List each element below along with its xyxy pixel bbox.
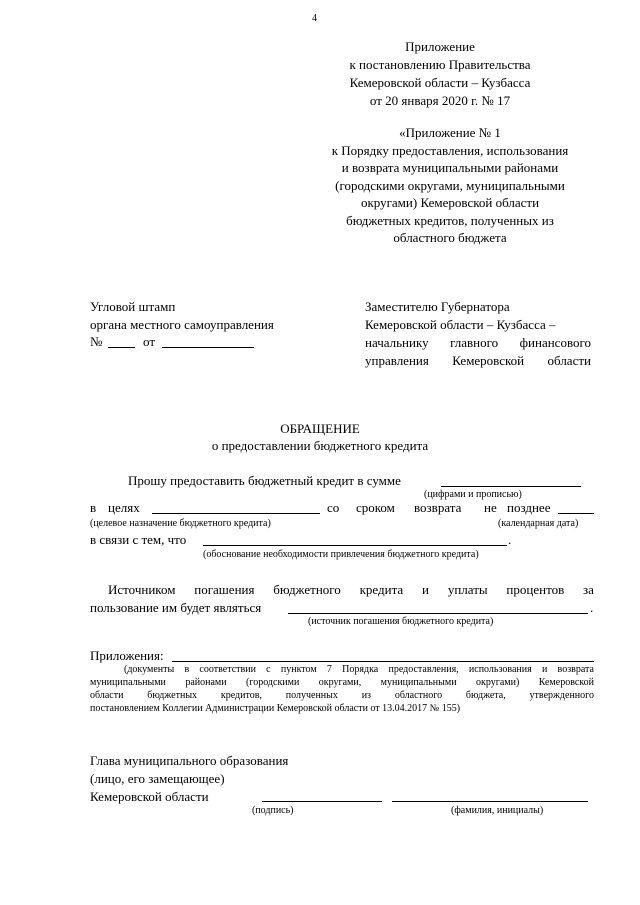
addressee-line: Кемеровской области – Кузбасса – (365, 317, 556, 332)
header-line: и возврата муниципальными районами (341, 160, 559, 175)
source-line (108, 582, 594, 598)
attachments-field[interactable] (172, 661, 594, 662)
addressee-block (365, 298, 591, 370)
term-word: со (327, 500, 340, 515)
signature-block (90, 752, 288, 806)
return-date-field[interactable] (558, 513, 594, 514)
term-word: не (484, 500, 497, 515)
source-word: Источником (108, 582, 176, 597)
page-number: 4 (312, 13, 317, 24)
source-word: уплаты (447, 582, 488, 597)
attachments-hint-line: (документы в соответствии с пунктом 7 Порядка предоставления, использования и возврата (124, 664, 594, 675)
attachments-hint-line: области бюджетных кредитов, полученных из областного бюджета, утвержденного (90, 690, 594, 701)
name-field[interactable] (392, 801, 588, 802)
purpose-word: в (90, 500, 97, 515)
signature-hint: (подпись) (252, 805, 294, 816)
header-line: от 20 января 2020 г. № 17 (369, 93, 511, 108)
document-subtitle: о предоставлении бюджетного кредита (211, 438, 429, 453)
source-field[interactable] (288, 613, 588, 614)
source-word: погашения (194, 582, 255, 597)
purpose-field[interactable] (152, 513, 320, 514)
header-line: округами) Кемеровской области (360, 195, 540, 210)
reason-label: в связи с тем, что (90, 532, 187, 547)
source-label: пользование им будет являться (90, 600, 262, 615)
header-line: Кемеровской области – Кузбасса (349, 75, 531, 90)
header-line: Приложение (405, 39, 475, 54)
name-hint: (фамилия, инициалы) (451, 805, 544, 816)
addressee-line: Заместителю Губернатора (365, 299, 510, 314)
stamp-date-field[interactable] (162, 347, 254, 348)
attachments-hint (90, 663, 594, 715)
signature-line: Глава муниципального образования (90, 753, 289, 768)
attachments-label: Приложения: (90, 648, 164, 663)
attachments-hint-line: муниципальными районами (городскими округами, муниципальными округами) Кемеровской (90, 677, 594, 688)
stamp-number-field[interactable] (108, 347, 135, 348)
stamp-line: органа местного самоуправления (90, 317, 274, 332)
stamp-number-label: № (90, 334, 103, 349)
source-word: бюджетного (273, 582, 341, 597)
addressee-line: начальнику главного финансового (365, 335, 591, 350)
source-word: процентов (506, 582, 565, 597)
source-hint: (источник погашения бюджетного кредита) (308, 616, 494, 627)
attachments-hint-line: постановлением Коллегии Администрации Кемеровской области от 13.04.2017 № 155) (90, 703, 461, 714)
source-word: и (422, 582, 429, 597)
document-title: ОБРАЩЕНИЕ (280, 421, 360, 436)
purpose-word: целях (108, 500, 140, 515)
amount-hint: (цифрами и прописью) (424, 489, 522, 500)
stamp-line: Угловой штамп (90, 299, 176, 314)
header-line: бюджетных кредитов, полученных из (346, 212, 554, 228)
reason-hint: (обоснование необходимости привлечения бюджетного кредита) (203, 549, 479, 560)
purpose-hint: (целевое назначение бюджетного кредита) (90, 518, 271, 529)
header-line: «Приложение № 1 (399, 125, 501, 140)
signature-line: Кемеровской области (90, 789, 209, 804)
term-word: сроком (356, 500, 395, 515)
amount-field[interactable] (441, 486, 581, 487)
signature-line: (лицо, его замещающее) (90, 771, 225, 786)
source-end: . (590, 600, 594, 615)
addressee-line: управления Кемеровской области (365, 353, 591, 368)
stamp-date-label: от (143, 334, 156, 349)
header-line: к постановлению Правительства (349, 57, 531, 72)
reason-field[interactable] (203, 545, 507, 546)
return-date-hint: (календарная дата) (498, 518, 579, 529)
header-line: (городскими округами, муниципальными (335, 177, 565, 193)
reason-end: . (508, 532, 512, 547)
order-appendix-header (300, 124, 600, 247)
source-word: кредита (359, 582, 404, 597)
corner-stamp (90, 298, 274, 334)
request-text: Прошу предоставить бюджетный кредит в сумме (128, 473, 401, 488)
term-word: позднее (507, 500, 551, 515)
appendix-header (320, 38, 560, 110)
header-line: к Порядку предоставления, использования (331, 142, 569, 158)
signature-field[interactable] (262, 801, 382, 802)
source-word: за (583, 582, 594, 597)
term-word: возврата (414, 500, 462, 515)
header-line: областного бюджета (393, 230, 507, 245)
